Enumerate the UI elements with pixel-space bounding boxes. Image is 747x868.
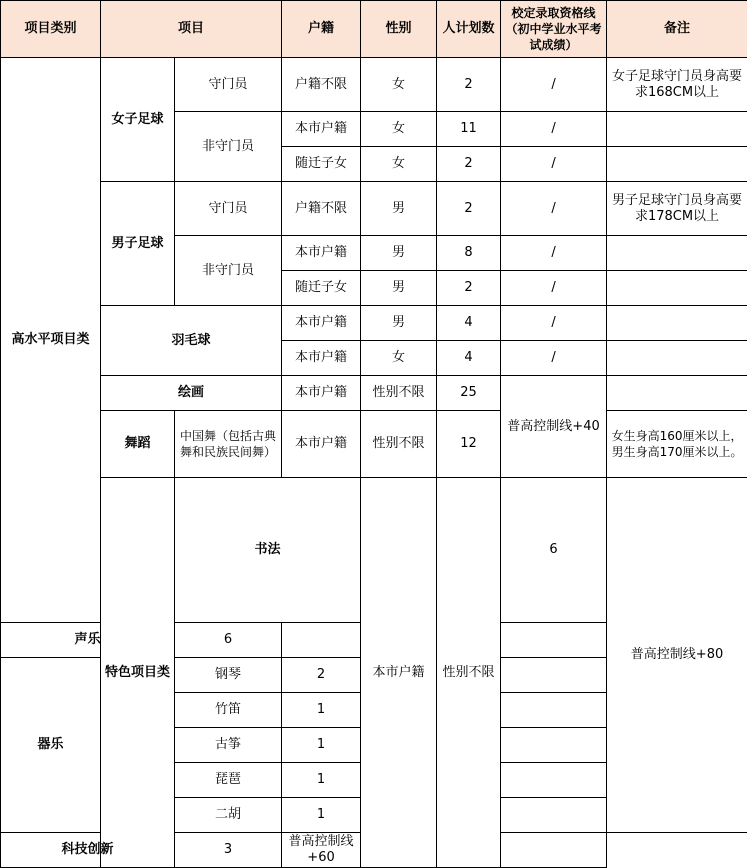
plan-cell: 1 [282,798,361,833]
plan-cell: 2 [437,182,501,236]
remark-cell [501,763,607,798]
header-category: 项目类别 [1,1,101,58]
gender-cell: 男 [361,271,437,306]
header-hukou: 户籍 [282,1,361,58]
plan-cell: 6 [175,623,282,658]
plan-cell: 2 [437,58,501,112]
plan-cell: 6 [501,478,607,623]
table-row [1,376,747,411]
instrument-name: 琵琶 [175,763,282,798]
remark-cell [501,833,607,868]
line-cell: 普高控制线+60 [282,833,361,868]
dance-sub: 中国舞（包括古典舞和民族民间舞） [175,411,282,478]
remark-cell: 女生身高160厘米以上，男生身高170厘米以上。 [607,411,747,478]
gender-cell: 女 [361,112,437,147]
vocal: 声乐 [1,623,175,658]
category-high-level: 高水平项目类 [1,58,101,623]
remark-cell [607,112,747,147]
remark-cell [501,658,607,693]
mens-non-goalkeeper: 非守门员 [175,236,282,306]
line-cell: / [501,271,607,306]
womens-non-goalkeeper: 非守门员 [175,112,282,182]
gender-cell: 男 [361,236,437,271]
tech-innovation: 科技创新 [1,833,175,868]
plan-cell: 3 [175,833,282,868]
table-row [1,411,747,478]
hukou-cell: 本市户籍 [282,376,361,411]
remark-cell [501,798,607,833]
plan-cell: 1 [282,693,361,728]
remark-cell: 女子足球守门员身高要求168CM以上 [607,58,747,112]
instrument-name: 古筝 [175,728,282,763]
hukou-cell: 本市户籍 [282,341,361,376]
gender-cell: 女 [361,58,437,112]
instrument-name: 钢琴 [175,658,282,693]
line-cell: / [501,147,607,182]
painting: 绘画 [101,376,282,411]
remark-cell [501,693,607,728]
art-line-cell: 普高控制线+40 [501,376,607,478]
gender-cell: 性别不限 [361,411,437,478]
gender-cell: 男 [361,306,437,341]
plan-cell: 12 [437,411,501,478]
line-cell: / [501,341,607,376]
hukou-cell: 户籍不限 [282,58,361,112]
remark-cell [607,341,747,376]
gender-merged: 性别不限 [437,478,501,868]
mens-football: 男子足球 [101,182,175,306]
hukou-merged: 本市户籍 [361,478,437,868]
header-gender: 性别 [361,1,437,58]
remark-cell [501,728,607,763]
hukou-cell: 本市户籍 [282,306,361,341]
gender-cell: 男 [361,182,437,236]
instrument-name: 竹笛 [175,693,282,728]
line-cell: / [501,236,607,271]
arts-line-cell: 普高控制线+80 [607,478,747,833]
hukou-cell: 本市户籍 [282,411,361,478]
hukou-cell: 随迁子女 [282,147,361,182]
plan-cell: 4 [437,341,501,376]
womens-football: 女子足球 [101,58,175,182]
gender-cell: 女 [361,147,437,182]
instrument-name: 二胡 [175,798,282,833]
gender-cell: 女 [361,341,437,376]
table-row [1,306,747,341]
plan-cell: 11 [437,112,501,147]
line-cell: / [501,182,607,236]
remark-cell: 男子足球守门员身高要求178CM以上 [607,182,747,236]
hukou-cell: 本市户籍 [282,236,361,271]
line-cell: / [501,112,607,147]
category-special: 特色项目类 [101,478,175,868]
plan-cell: 2 [437,271,501,306]
table-row [1,182,747,236]
dance: 舞蹈 [101,411,175,478]
hukou-cell: 随迁子女 [282,271,361,306]
plan-cell: 1 [282,763,361,798]
remark-cell [282,623,361,658]
remark-cell [607,271,747,306]
instruments: 器乐 [1,658,101,833]
plan-cell: 8 [437,236,501,271]
hukou-cell: 本市户籍 [282,112,361,147]
remark-cell [607,147,747,182]
line-cell: / [501,306,607,341]
womens-goalkeeper: 守门员 [175,58,282,112]
plan-cell: 25 [437,376,501,411]
table-row [1,58,747,112]
remark-cell [607,376,747,411]
plan-cell: 1 [282,728,361,763]
line-cell: / [501,58,607,112]
gender-cell: 性别不限 [361,376,437,411]
table-row [1,478,747,623]
remark-cell [607,306,747,341]
header-remark: 备注 [607,1,747,58]
plan-cell: 2 [437,147,501,182]
header-item: 项目 [101,1,282,58]
mens-goalkeeper: 守门员 [175,182,282,236]
remark-cell [607,236,747,271]
hukou-cell: 户籍不限 [282,182,361,236]
calligraphy: 书法 [175,478,361,623]
badminton: 羽毛球 [101,306,282,376]
plan-cell: 4 [437,306,501,341]
plan-cell: 2 [282,658,361,693]
header-plan: 人计划数 [437,1,501,58]
header-qualification: 校定录取资格线（初中学业水平考试成绩） [501,1,607,58]
header-row [1,1,747,58]
